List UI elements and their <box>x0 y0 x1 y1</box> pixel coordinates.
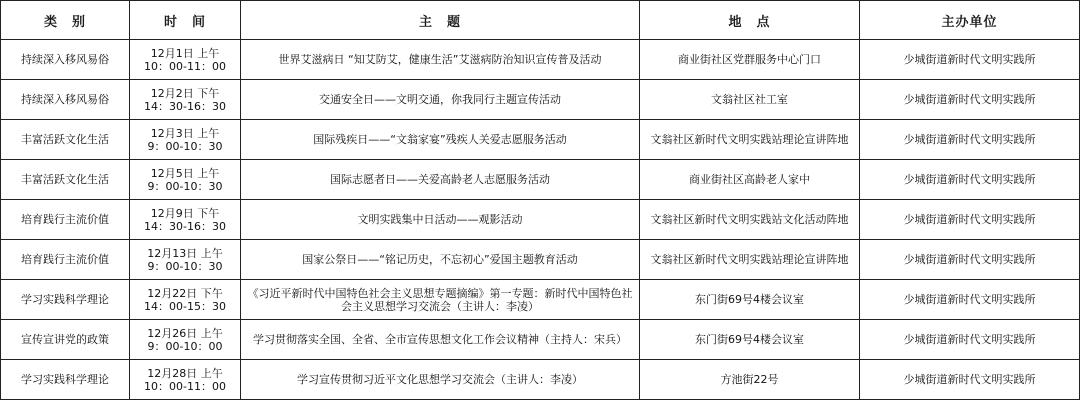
organizer-cell: 少城街道新时代文明实践所 <box>860 80 1080 120</box>
organizer-cell: 少城街道新时代文明实践所 <box>860 200 1080 240</box>
place-cell: 文翁社区新时代文明实践站理论宣讲阵地 <box>640 240 860 280</box>
date-text: 12月3日 上午 <box>150 126 220 140</box>
time-cell <box>130 120 241 160</box>
place-cell: 文翁社区新时代文明实践站文化活动阵地 <box>640 200 860 240</box>
organizer-cell: 少城街道新时代文明实践所 <box>860 240 1080 280</box>
topic-cell: 交通安全日——文明交通，你我同行主题宣传活动 <box>241 80 640 120</box>
column-header-category: 类 别 <box>1 1 130 40</box>
table-header <box>1 1 1080 40</box>
hours-text: 10：00-11：00 <box>144 379 226 393</box>
column-header-organizer: 主办单位 <box>860 1 1080 40</box>
time-cell <box>130 40 241 80</box>
date-text: 12月22日 下午 <box>147 286 223 300</box>
time-cell <box>130 320 241 360</box>
date-text: 12月2日 下午 <box>150 86 220 100</box>
table-row <box>1 80 1080 120</box>
place-cell: 东门街69号4楼会议室 <box>640 280 860 320</box>
time-cell <box>130 160 241 200</box>
table-row <box>1 200 1080 240</box>
hours-text: 14：00-15：30 <box>144 299 226 313</box>
date-text: 12月26日 上午 <box>147 326 223 340</box>
date-text: 12月28日 上午 <box>147 366 223 380</box>
date-text: 12月9日 下午 <box>150 206 220 220</box>
hours-text: 14：30-16：30 <box>144 219 226 233</box>
hours-text: 9：00-10：30 <box>147 179 223 193</box>
category-cell: 学习实践科学理论 <box>1 280 130 320</box>
date-text: 12月5日 上午 <box>150 166 220 180</box>
table-row <box>1 280 1080 320</box>
topic-cell: 世界艾滋病日 “知艾防艾，健康生活”艾滋病防治知识宣传普及活动 <box>241 40 640 80</box>
place-cell: 方池街22号 <box>640 360 860 400</box>
time-cell <box>130 240 241 280</box>
category-cell: 培育践行主流价值 <box>1 200 130 240</box>
organizer-cell: 少城街道新时代文明实践所 <box>860 360 1080 400</box>
topic-cell: 学习宣传贯彻习近平文化思想学习交流会（主讲人：李凌） <box>241 360 640 400</box>
hours-text: 9：00-10：30 <box>147 259 223 273</box>
category-cell: 宣传宣讲党的政策 <box>1 320 130 360</box>
hours-text: 14：30-16：30 <box>144 99 226 113</box>
table-row <box>1 240 1080 280</box>
category-cell: 持续深入移风易俗 <box>1 40 130 80</box>
date-text: 12月13日 上午 <box>147 246 223 260</box>
hours-text: 9：00-10：30 <box>147 139 223 153</box>
header-row <box>1 1 1080 40</box>
organizer-cell: 少城街道新时代文明实践所 <box>860 40 1080 80</box>
organizer-cell: 少城街道新时代文明实践所 <box>860 280 1080 320</box>
topic-cell: 《习近平新时代中国特色社会主义思想专题摘编》第一专题：新时代中国特色社会主义思想学习交流会（主讲人：李凌） <box>241 280 640 320</box>
time-cell <box>130 80 241 120</box>
organizer-cell: 少城街道新时代文明实践所 <box>860 120 1080 160</box>
topic-cell: 国际志愿者日——关爱高龄老人志愿服务活动 <box>241 160 640 200</box>
category-cell: 丰富活跃文化生活 <box>1 160 130 200</box>
hours-text: 9：00-10：00 <box>147 339 223 353</box>
table-row <box>1 360 1080 400</box>
category-cell: 培育践行主流价值 <box>1 240 130 280</box>
table-body <box>1 40 1080 400</box>
organizer-cell: 少城街道新时代文明实践所 <box>860 160 1080 200</box>
column-header-time: 时 间 <box>130 1 241 40</box>
category-cell: 持续深入移风易俗 <box>1 80 130 120</box>
topic-cell: 国际残疾日——“文翁家宴”残疾人关爱志愿服务活动 <box>241 120 640 160</box>
column-header-place: 地 点 <box>640 1 860 40</box>
place-cell: 商业街社区党群服务中心门口 <box>640 40 860 80</box>
table-row <box>1 320 1080 360</box>
place-cell: 文翁社区社工室 <box>640 80 860 120</box>
time-cell <box>130 280 241 320</box>
organizer-cell: 少城街道新时代文明实践所 <box>860 320 1080 360</box>
place-cell: 文翁社区新时代文明实践站理论宣讲阵地 <box>640 120 860 160</box>
time-cell <box>130 360 241 400</box>
place-cell: 东门街69号4楼会议室 <box>640 320 860 360</box>
topic-cell: 国家公祭日——“铭记历史，不忘初心”爱国主题教育活动 <box>241 240 640 280</box>
time-cell <box>130 200 241 240</box>
category-cell: 学习实践科学理论 <box>1 360 130 400</box>
place-cell: 商业街社区高龄老人家中 <box>640 160 860 200</box>
topic-cell: 文明实践集中日活动——观影活动 <box>241 200 640 240</box>
table-row <box>1 40 1080 80</box>
table-row <box>1 120 1080 160</box>
hours-text: 10：00-11：00 <box>144 59 226 73</box>
topic-cell: 学习贯彻落实全国、全省、全市宣传思想文化工作会议精神（主持人：宋兵） <box>241 320 640 360</box>
date-text: 12月1日 上午 <box>150 46 220 60</box>
column-header-topic: 主 题 <box>241 1 640 40</box>
category-cell: 丰富活跃文化生活 <box>1 120 130 160</box>
table-row <box>1 160 1080 200</box>
